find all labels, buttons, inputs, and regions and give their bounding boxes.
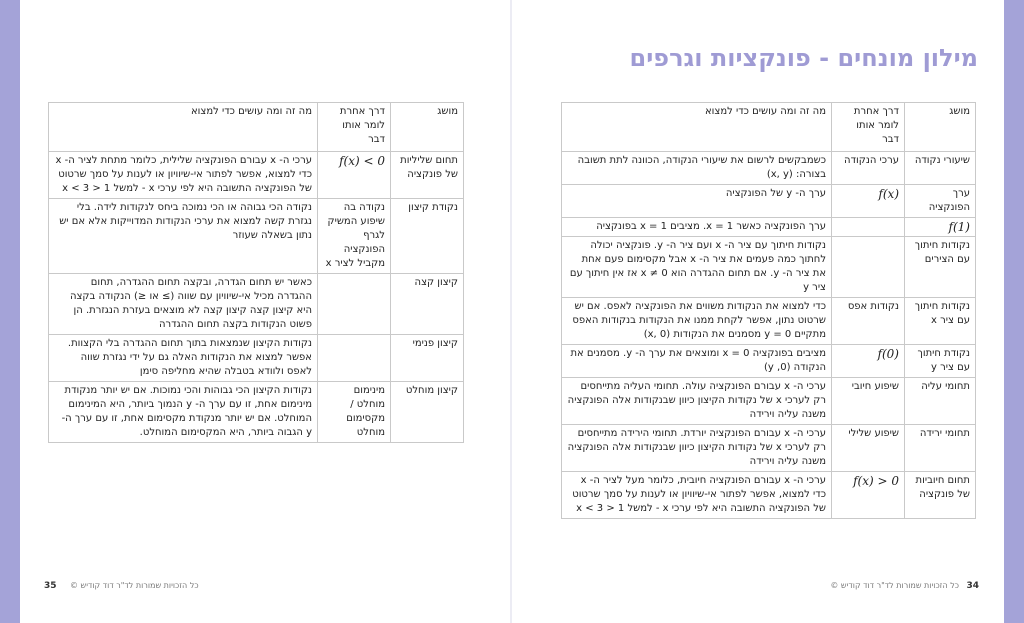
meaning-cell: נקודות הקיצון הכי גבוהות והכי נמוכות. אם יש יותר מנקודת מינימום אחת, זו עם ערך ה- y הנמוך ביותר, היא המינימום המוחלט. אם יש יותר מנקודת מקסימום אחת, זו עם ערך ה- y הגבוה ביותר, היא המקסימום המוחלט.	[49, 382, 318, 443]
term-cell: נקודות חיתוך עם ציר x	[905, 298, 976, 345]
page-number-left: 35	[44, 581, 57, 591]
table-row	[562, 185, 976, 218]
other-cell: f(x) < 0	[318, 152, 391, 199]
table-row	[49, 152, 464, 199]
term-cell: קיצון פנימי	[391, 335, 464, 382]
other-cell: שיפוע חיובי	[832, 378, 905, 425]
meaning-cell: נקודות הקיצון שנמצאות בתוך תחום ההגדרה בלי הקצוות. אפשר למצוא את הנקודות האלה גם על ידי נגזרת שווה לאפס ולוודא בטבלה שהיא מחליפה סימן	[49, 335, 318, 382]
term-cell: שיעורי נקודה	[905, 152, 976, 185]
table-row	[562, 378, 976, 425]
term-cell: תחום שליליות של פונקציה	[391, 152, 464, 199]
table-row	[562, 425, 976, 472]
glossary-table-left	[48, 102, 464, 443]
term-cell: תחומי ירידה	[905, 425, 976, 472]
table-row	[49, 335, 464, 382]
other-cell: f(x) > 0	[832, 472, 905, 519]
term-cell: תחומי עליה	[905, 378, 976, 425]
other-cell: f(0)	[832, 345, 905, 378]
meaning-cell: כדי למצוא את הנקודות משווים את הפונקציה לאפס. אם יש שרטוט נתון, אפשר לקחת ממנו את הנקודות בנקודות האפס מתקיים y = 0 מסמנים את הנקודות (x, 0)	[562, 298, 832, 345]
header-term: מושג	[391, 103, 464, 152]
term-cell: תחום חיוביות של פונקציה	[905, 472, 976, 519]
table-row	[562, 237, 976, 298]
page-number-right: 34	[966, 581, 979, 591]
header-other: דרך אחרת לומר אותו דבר	[832, 103, 905, 152]
right-page-edge	[1004, 0, 1024, 623]
meaning-cell: ערך ה- y של הפונקציה	[562, 185, 832, 218]
other-cell: מינימום מוחלט / מקסימום מוחלט	[318, 382, 391, 443]
table-row	[562, 298, 976, 345]
other-cell: נקודה בה שיפוע המשיק לגרף הפונקציה מקביל לציר x	[318, 199, 391, 274]
table-row	[562, 345, 976, 378]
meaning-cell: מציבים בפונקציה x = 0 ומוצאים את ערך ה- y. מסמנים את הנקודה (0, y)	[562, 345, 832, 378]
term-cell: נקודת חיתוך עם ציר y	[905, 345, 976, 378]
term-cell: f(1)	[905, 218, 976, 237]
other-cell	[318, 335, 391, 382]
other-cell	[832, 218, 905, 237]
term-cell: קיצון מוחלט	[391, 382, 464, 443]
header-meaning: מה זה ומה עושים כדי למצוא	[49, 103, 318, 152]
table-row	[49, 199, 464, 274]
meaning-cell: ערך הפונקציה כאשר x = 1. מציבים x = 1 בפונקציה	[562, 218, 832, 237]
other-cell: f(x)	[832, 185, 905, 218]
meaning-cell: ערכי ה- x עבורם הפונקציה עולה. תחומי העליה מתייחסים רק לערכי x של נקודות הקיצון כיוון שבנקודות אלה הפונקציה משנה עליה וירידה	[562, 378, 832, 425]
header-term: מושג	[905, 103, 976, 152]
table-row	[562, 472, 976, 519]
meaning-cell: ערכי ה- x עבורם הפונקציה שלילית, כלומר מתחת לציר ה- x כדי למצוא, אפשר לפתור אי-שיוויון או לענות על סמך שרטוט של הפונקציה התשובה היא לפי ערכי x - למשל 1 < x < 3	[49, 152, 318, 199]
table-row	[49, 382, 464, 443]
other-cell: שיפוע שלילי	[832, 425, 905, 472]
table-row	[562, 152, 976, 185]
meaning-cell: ערכי ה- x עבורם הפונקציה יורדת. תחומי הירידה מתייחסים רק לערכי x של נקודות הקיצון כיוון שבנקודות אלה הפונקציה משנה עליה וירידה	[562, 425, 832, 472]
meaning-cell: נקודות חיתוך עם ציר ה- x ועם ציר ה- y. פונקציה יכולה לחתוך כמה פעמים את ציר ה- x אבל מקסימום פעם אחת את ציר ה- y. אם תחום ההגדרה הוא x ≠ 0 אז אין חיתוך עם ציר y	[562, 237, 832, 298]
table-header-row	[562, 103, 976, 152]
meaning-cell: נקודה הכי גבוהה או הכי נמוכה ביחס לנקודות לידה. בלי נגזרת קשה למצוא את ערכי הנקודות המדוייקות אלא אם יש נתון בשאלה שעוזר	[49, 199, 318, 274]
term-cell: קיצון קצה	[391, 274, 464, 335]
term-cell: ערך הפונקציה	[905, 185, 976, 218]
left-page-edge	[0, 0, 20, 623]
meaning-cell: כשמבקשים לרשום את שיעורי הנקודה, הכוונה לתת תשובה בצורה: (x, y)	[562, 152, 832, 185]
other-cell	[318, 274, 391, 335]
meaning-cell: כאשר יש תחום הגדרה, ובקצה תחום ההגדרה, תחום ההגדרה מכיל אי-שיוויון עם שווה (≥ או ≤) הנקודה בקצה היא קיצון קצה קיצון קצה לא מוצאים בעזרת הנגזרת. הן פשוט הנקודות בקצה תחום ההגדרה	[49, 274, 318, 335]
term-cell: נקודות חיתוך עם הצירים	[905, 237, 976, 298]
copyright-left: כל הזכויות שמורות לד"ר דוד קודיש ©	[70, 581, 199, 590]
term-cell: נקודת קיצון	[391, 199, 464, 274]
copyright-right: כל הזכויות שמורות לד"ר דוד קודיש ©	[830, 581, 959, 590]
table-header-row	[49, 103, 464, 152]
page-gutter	[510, 0, 512, 623]
table-row	[562, 218, 976, 237]
glossary-table-right	[561, 102, 976, 519]
meaning-cell: ערכי ה- x עבורם הפונקציה חיובית, כלומר מעל לציר ה- x כדי למצוא, אפשר לפתור אי-שיוויון או לענות על סמך שרטוט של הפונקציה התשובה היא לפי ערכי x - למשל 1 < x < 3	[562, 472, 832, 519]
other-cell: ערכי הנקודה	[832, 152, 905, 185]
header-other: דרך אחרת לומר אותו דבר	[318, 103, 391, 152]
other-cell	[832, 237, 905, 298]
other-cell: נקודות אפס	[832, 298, 905, 345]
table-row	[49, 274, 464, 335]
header-meaning: מה זה ומה עושים כדי למצוא	[562, 103, 832, 152]
page-title: מילון מונחים - פונקציות וגרפים	[629, 44, 978, 72]
